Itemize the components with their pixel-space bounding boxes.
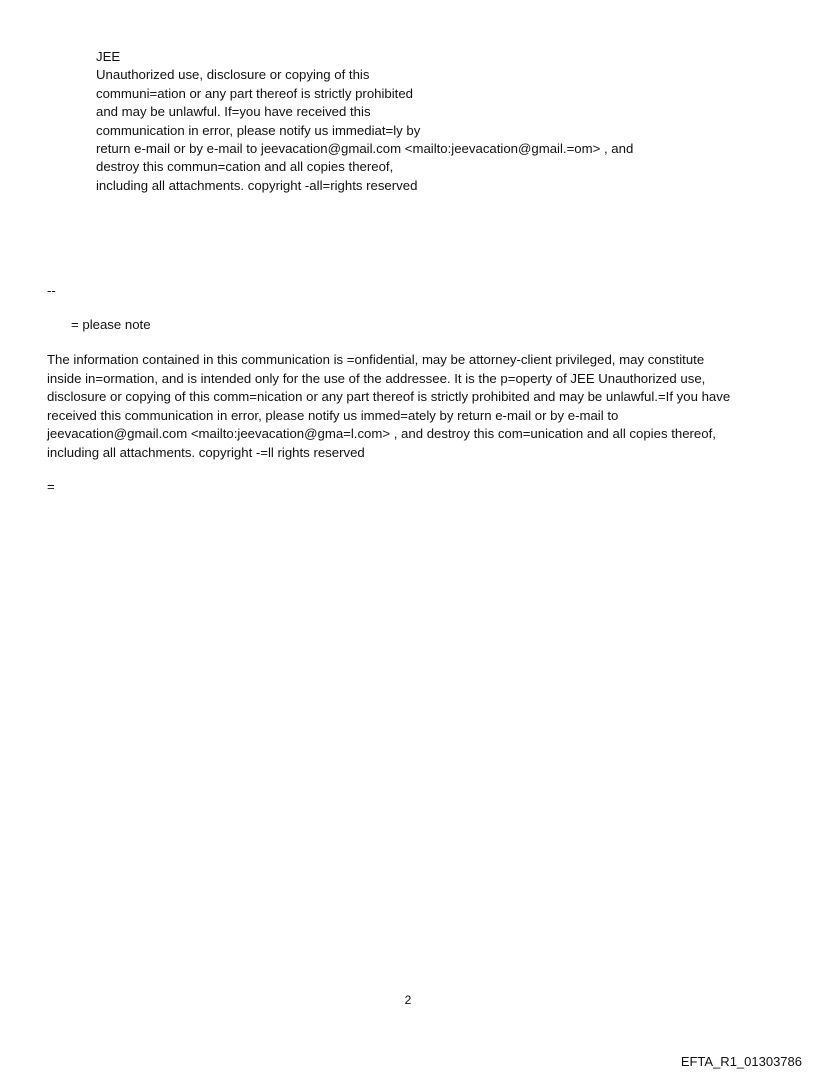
confidentiality-notice (47, 351, 730, 463)
quoted-line: and may be unlawful. If=you have received this (96, 104, 371, 120)
notice-line: including all attachments. copyright -=ll rights reserved (47, 444, 365, 460)
document-id: EFTA_R1_01303786 (680, 1054, 802, 1069)
quoted-line: Unauthorized use, disclosure or copying of this (96, 67, 370, 83)
quoted-line: JEE (96, 49, 121, 64)
quoted-disclaimer-block (96, 48, 633, 195)
please-note-heading: = please note (71, 317, 151, 332)
quoted-line: return e-mail or by e-mail to jeevacation@gmail.com <mailto:jeevacation@gmail.=om> , and (96, 141, 634, 157)
notice-line: The information contained in this communication is =onfidential, may be attorney-client privileged, may constitute (47, 352, 705, 367)
notice-line: disclosure or copying of this comm=nication or any part thereof is strictly prohibited and may be unlawful.=If you have (47, 389, 731, 405)
notice-line: jeevacation@gmail.com <mailto:jeevacation@gma=l.com> , and destroy this com=unication and all copies thereof, (47, 426, 716, 442)
quoted-line: destroy this commun=cation and all copies thereof, (96, 159, 394, 175)
notice-line: received this communication in error, please notify us immed=ately by return e-mail or by e-mail to (47, 407, 619, 423)
signature-separator: -- (47, 283, 56, 298)
quoted-line: communi=ation or any part thereof is strictly prohibited (96, 85, 414, 101)
notice-line: inside in=ormation, and is intended only for the use of the addressee. It is the p=operty of JEE Unauthorized use, (47, 370, 706, 386)
quoted-line: including all attachments. copyright -all=rights reserved (96, 177, 418, 193)
quoted-line: communication in error, please notify us immediat=ly by (96, 122, 421, 138)
trailing-equals: = (47, 479, 55, 494)
page-number: 2 (404, 993, 412, 1007)
